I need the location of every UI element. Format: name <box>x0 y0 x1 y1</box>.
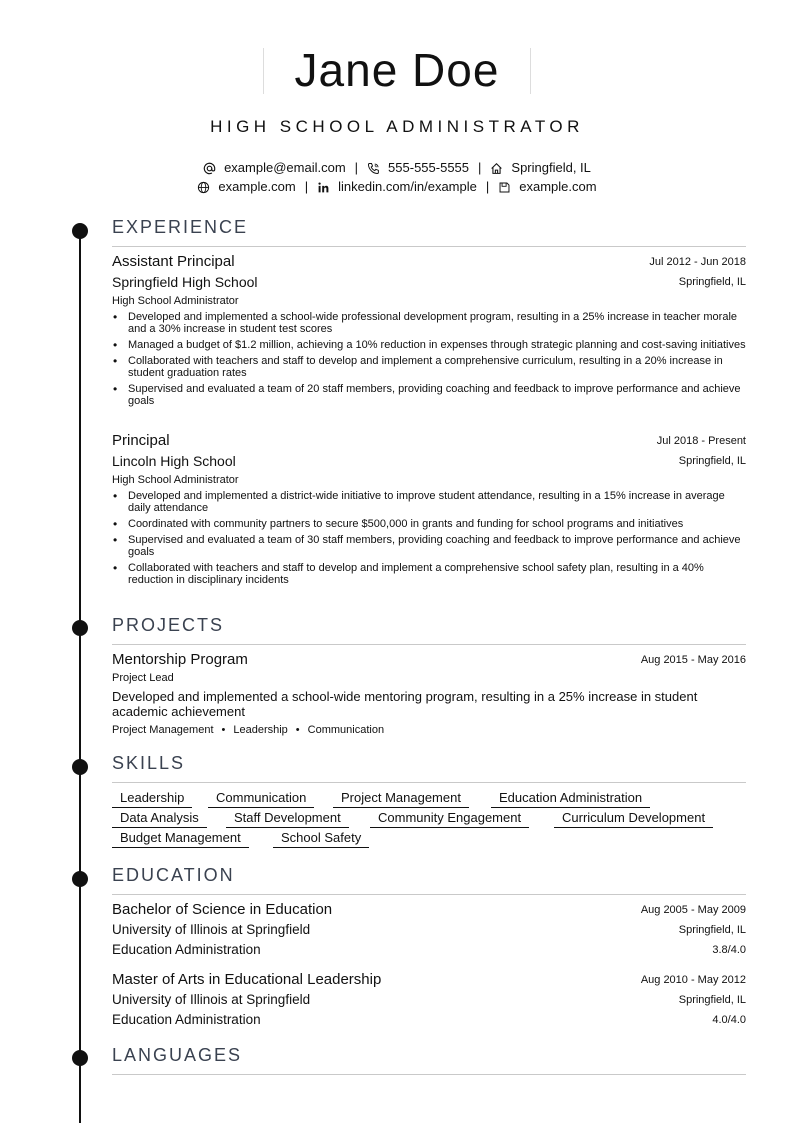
skill-tag: Budget Management <box>112 829 249 848</box>
gpa-score: 4.0/4.0 <box>712 1014 746 1026</box>
section-title-languages: LANGUAGES <box>112 1045 243 1065</box>
education-entry <box>112 900 746 960</box>
contact-separator: | <box>304 179 309 194</box>
section-title-skills: SKILLS <box>112 753 186 773</box>
job-highlights <box>112 311 746 407</box>
contact-row-2 <box>0 178 794 196</box>
section-title-experience: EXPERIENCE <box>112 217 249 237</box>
job-location: Springfield, IL <box>678 276 746 288</box>
contact-phone[interactable] <box>367 159 469 177</box>
timeline-line <box>79 228 81 1123</box>
highlight-item: • Supervised and evaluated a team of 30 staff members, providing coaching and feedback to improve performance and achieve goals <box>112 534 746 558</box>
project-description: Developed and implemented a school-wide mentoring program, resulting in a 25% increase in student academic achievement <box>112 689 698 719</box>
highlight-item: • Supervised and evaluated a team of 20 staff members, providing coaching and feedback to improve performance and achieve goals <box>112 383 746 407</box>
job-company: Lincoln High School <box>112 453 236 469</box>
job-date: Jul 2012 - Jun 2018 <box>649 256 746 268</box>
headline: HIGH SCHOOL ADMINISTRATOR <box>210 117 584 136</box>
project-role: Project Lead <box>112 672 174 684</box>
highlight-item: • Collaborated with teachers and staff to develop and implement a comprehensive curriculum, resulting in a 20% increase in student graduation rates <box>112 355 746 379</box>
website-text: example.com <box>218 179 296 194</box>
job-position: Principal <box>112 432 170 449</box>
contact-row-1 <box>0 159 794 177</box>
section-rule <box>112 246 746 247</box>
highlight-item: • Developed and implemented a school-wide professional development program, resulting in a 25% increase in teacher morale and a 30% increase in student test scores <box>112 311 746 335</box>
degree: Master of Arts in Educational Leadership <box>112 971 382 988</box>
section-rule <box>112 894 746 895</box>
timeline-dot-projects <box>72 620 88 636</box>
institution: University of Illinois at Springfield <box>112 992 311 1007</box>
linkedin-text: linkedin.com/in/example <box>338 179 477 194</box>
keyword: Leadership <box>233 724 288 736</box>
project-entry <box>112 650 746 738</box>
job-highlights <box>112 490 746 586</box>
portfolio-icon <box>498 181 511 194</box>
keyword-separator: • <box>295 724 300 736</box>
skill-tag: Data Analysis <box>112 809 207 828</box>
degree: Bachelor of Science in Education <box>112 901 333 918</box>
phone-text: 555-555-5555 <box>388 160 470 175</box>
highlight-item: • Collaborated with teachers and staff to develop and implement a comprehensive school safety plan, resulting in a 40% reduction in disciplinary incidents <box>112 562 746 586</box>
study-area: Education Administration <box>112 942 261 957</box>
section-rule <box>112 1074 746 1075</box>
keyword-separator: • <box>221 724 226 736</box>
skill-tag: School Safety <box>273 829 369 848</box>
timeline-dot-experience <box>72 223 88 239</box>
job-date: Jul 2018 - Present <box>656 435 746 447</box>
keyword: Communication <box>307 724 385 736</box>
gpa-score: 3.8/4.0 <box>712 944 746 956</box>
project-keywords <box>112 722 746 738</box>
keyword: Project Management <box>112 724 214 736</box>
skill-tag: Education Administration <box>491 789 650 808</box>
experience-entry <box>112 431 746 590</box>
timeline-dot-education <box>72 871 88 887</box>
study-area: Education Administration <box>112 1012 261 1027</box>
job-location: Springfield, IL <box>678 455 746 467</box>
phone-icon <box>367 162 380 175</box>
skill-tag: Staff Development <box>226 809 349 828</box>
skill-tag: Leadership <box>112 789 192 808</box>
education-location: Springfield, IL <box>678 924 746 936</box>
job-summary: High School Administrator <box>112 295 239 307</box>
highlight-item: • Developed and implemented a district-wide initiative to improve student attendance, resulting in a 15% increase in average daily attendance <box>112 490 746 514</box>
experience-entry <box>112 252 746 411</box>
institution: University of Illinois at Springfield <box>112 922 311 937</box>
timeline-dot-languages <box>72 1050 88 1066</box>
job-company: Springfield High School <box>112 274 258 290</box>
project-date: Aug 2015 - May 2016 <box>640 654 746 666</box>
section-title-education: EDUCATION <box>112 865 235 885</box>
education-date: Aug 2005 - May 2009 <box>640 904 746 916</box>
portfolio-text: example.com <box>519 179 597 194</box>
linkedin-icon <box>317 181 330 194</box>
section-rule <box>112 782 746 783</box>
contact-separator: | <box>485 179 490 194</box>
contact-linkedin[interactable] <box>317 178 477 196</box>
highlight-item: • Managed a budget of $1.2 million, achieving a 10% reduction in expenses through strategic planning and cost-saving initiatives <box>112 339 746 351</box>
contact-website[interactable] <box>197 178 295 196</box>
highlight-item: • Coordinated with community partners to secure $500,000 in grants and funding for school programs and initiatives <box>112 518 746 530</box>
timeline-dot-skills <box>72 759 88 775</box>
education-location: Springfield, IL <box>678 994 746 1006</box>
contact-separator: | <box>478 160 482 175</box>
home-icon <box>490 162 503 175</box>
contact-location <box>490 159 591 177</box>
contact-portfolio[interactable] <box>498 178 596 196</box>
section-title-projects: PROJECTS <box>112 615 225 635</box>
globe-icon <box>197 181 210 194</box>
education-date: Aug 2010 - May 2012 <box>640 974 746 986</box>
job-summary: High School Administrator <box>112 474 239 486</box>
skill-tag: Project Management <box>333 789 469 808</box>
section-rule <box>112 644 746 645</box>
project-name: Mentorship Program <box>112 651 248 668</box>
location-text: Springfield, IL <box>511 160 591 175</box>
contact-email[interactable] <box>203 159 346 177</box>
candidate-name: Jane Doe <box>294 44 500 96</box>
skill-tag: Communication <box>208 789 314 808</box>
email-text: example@email.com <box>224 160 346 175</box>
skill-tag: Community Engagement <box>370 809 529 828</box>
skill-tag: Curriculum Development <box>554 809 713 828</box>
education-entry <box>112 970 746 1030</box>
job-position: Assistant Principal <box>112 253 235 270</box>
at-icon <box>203 162 216 175</box>
contact-separator: | <box>354 160 359 175</box>
